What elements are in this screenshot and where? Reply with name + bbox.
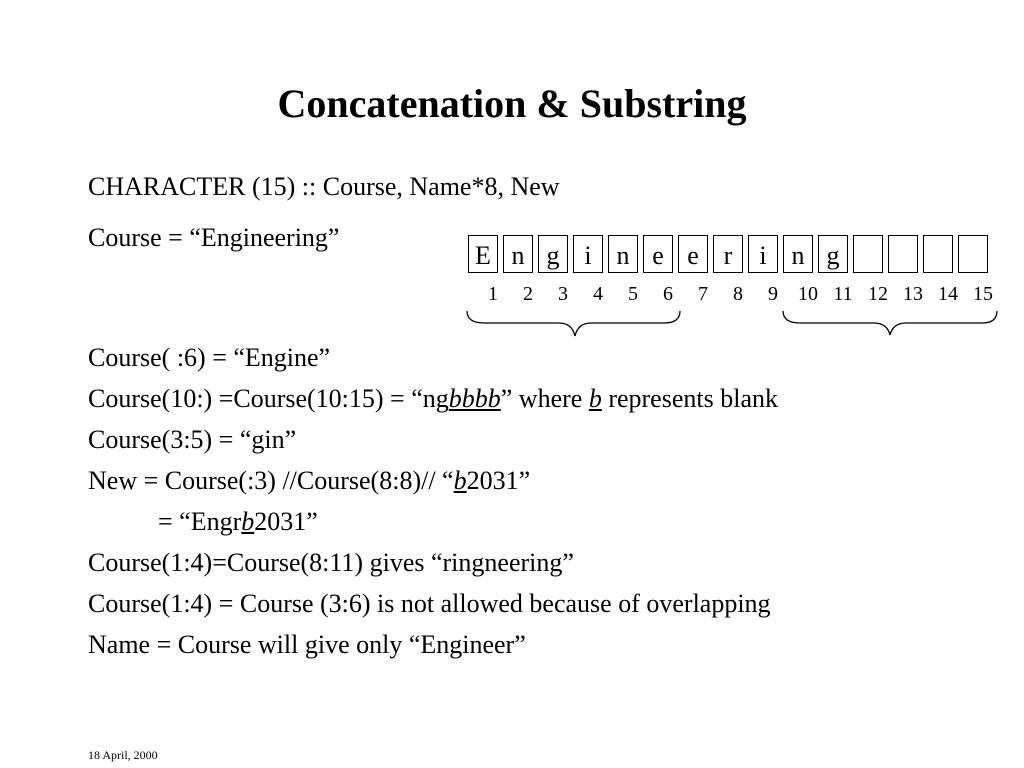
string-diagram: [464, 233, 1004, 343]
char-cell: n: [783, 235, 813, 273]
example-line-7: Course(1:4) = Course (3:6) is not allowed because of overlapping: [88, 589, 771, 618]
char-cell: [958, 235, 988, 273]
char-cell: n: [503, 235, 533, 273]
index-number: 12: [868, 283, 888, 305]
char-cell: [853, 235, 883, 273]
blank-symbol: b: [588, 384, 602, 413]
index-number: 7: [698, 283, 708, 305]
example-line-6: Course(1:4)=Course(8:11) gives “ringneering”: [88, 548, 574, 577]
index-number: 5: [628, 283, 638, 305]
index-number: 15: [973, 283, 993, 305]
index-number: 6: [663, 283, 673, 305]
char-cell: n: [608, 235, 638, 273]
footer-date: 18 April, 2000: [88, 748, 158, 762]
index-number: 9: [768, 283, 778, 305]
declaration-line: CHARACTER (15) :: Course, Name*8, New: [88, 172, 560, 201]
assignment-line: Course = “Engineering”: [88, 223, 340, 252]
index-number: 2: [523, 283, 533, 305]
index-number: 10: [798, 283, 818, 305]
index-number: 14: [938, 283, 958, 305]
char-cell: g: [538, 235, 568, 273]
index-number: 13: [903, 283, 923, 305]
char-cell: i: [748, 235, 778, 273]
blank-symbols: bbbb: [448, 384, 501, 413]
index-number: 8: [733, 283, 743, 305]
char-cell: i: [573, 235, 603, 273]
substring-braces: [464, 303, 1004, 343]
index-number: 11: [833, 283, 853, 305]
char-cell: E: [468, 235, 498, 273]
index-number: 4: [593, 283, 603, 305]
brace-tail: [783, 311, 997, 335]
char-cell: e: [678, 235, 708, 273]
char-cell: r: [713, 235, 743, 273]
example-line-1: Course( :6) = “Engine”: [88, 343, 331, 372]
example-line-3: Course(3:5) = “gin”: [88, 425, 297, 454]
char-cell: [888, 235, 918, 273]
example-line-8: Name = Course will give only “Engineer”: [88, 630, 526, 659]
char-cell: g: [818, 235, 848, 273]
slide-title: Concatenation & Substring: [277, 81, 747, 126]
brace-engine: [467, 311, 680, 336]
index-number: 3: [558, 283, 568, 305]
example-line-2: Course(10:) =Course(10:15) = “ngbbbb” where b represents blank: [88, 384, 778, 413]
example-line-5: = “Engrb2031”: [158, 507, 318, 536]
index-number: 1: [488, 283, 498, 305]
example-line-4: New = Course(:3) //Course(8:8)// “b2031”: [88, 466, 531, 495]
blank-symbol: b: [241, 507, 255, 536]
char-cell: e: [643, 235, 673, 273]
char-cell: [923, 235, 953, 273]
blank-symbol: b: [453, 466, 467, 495]
